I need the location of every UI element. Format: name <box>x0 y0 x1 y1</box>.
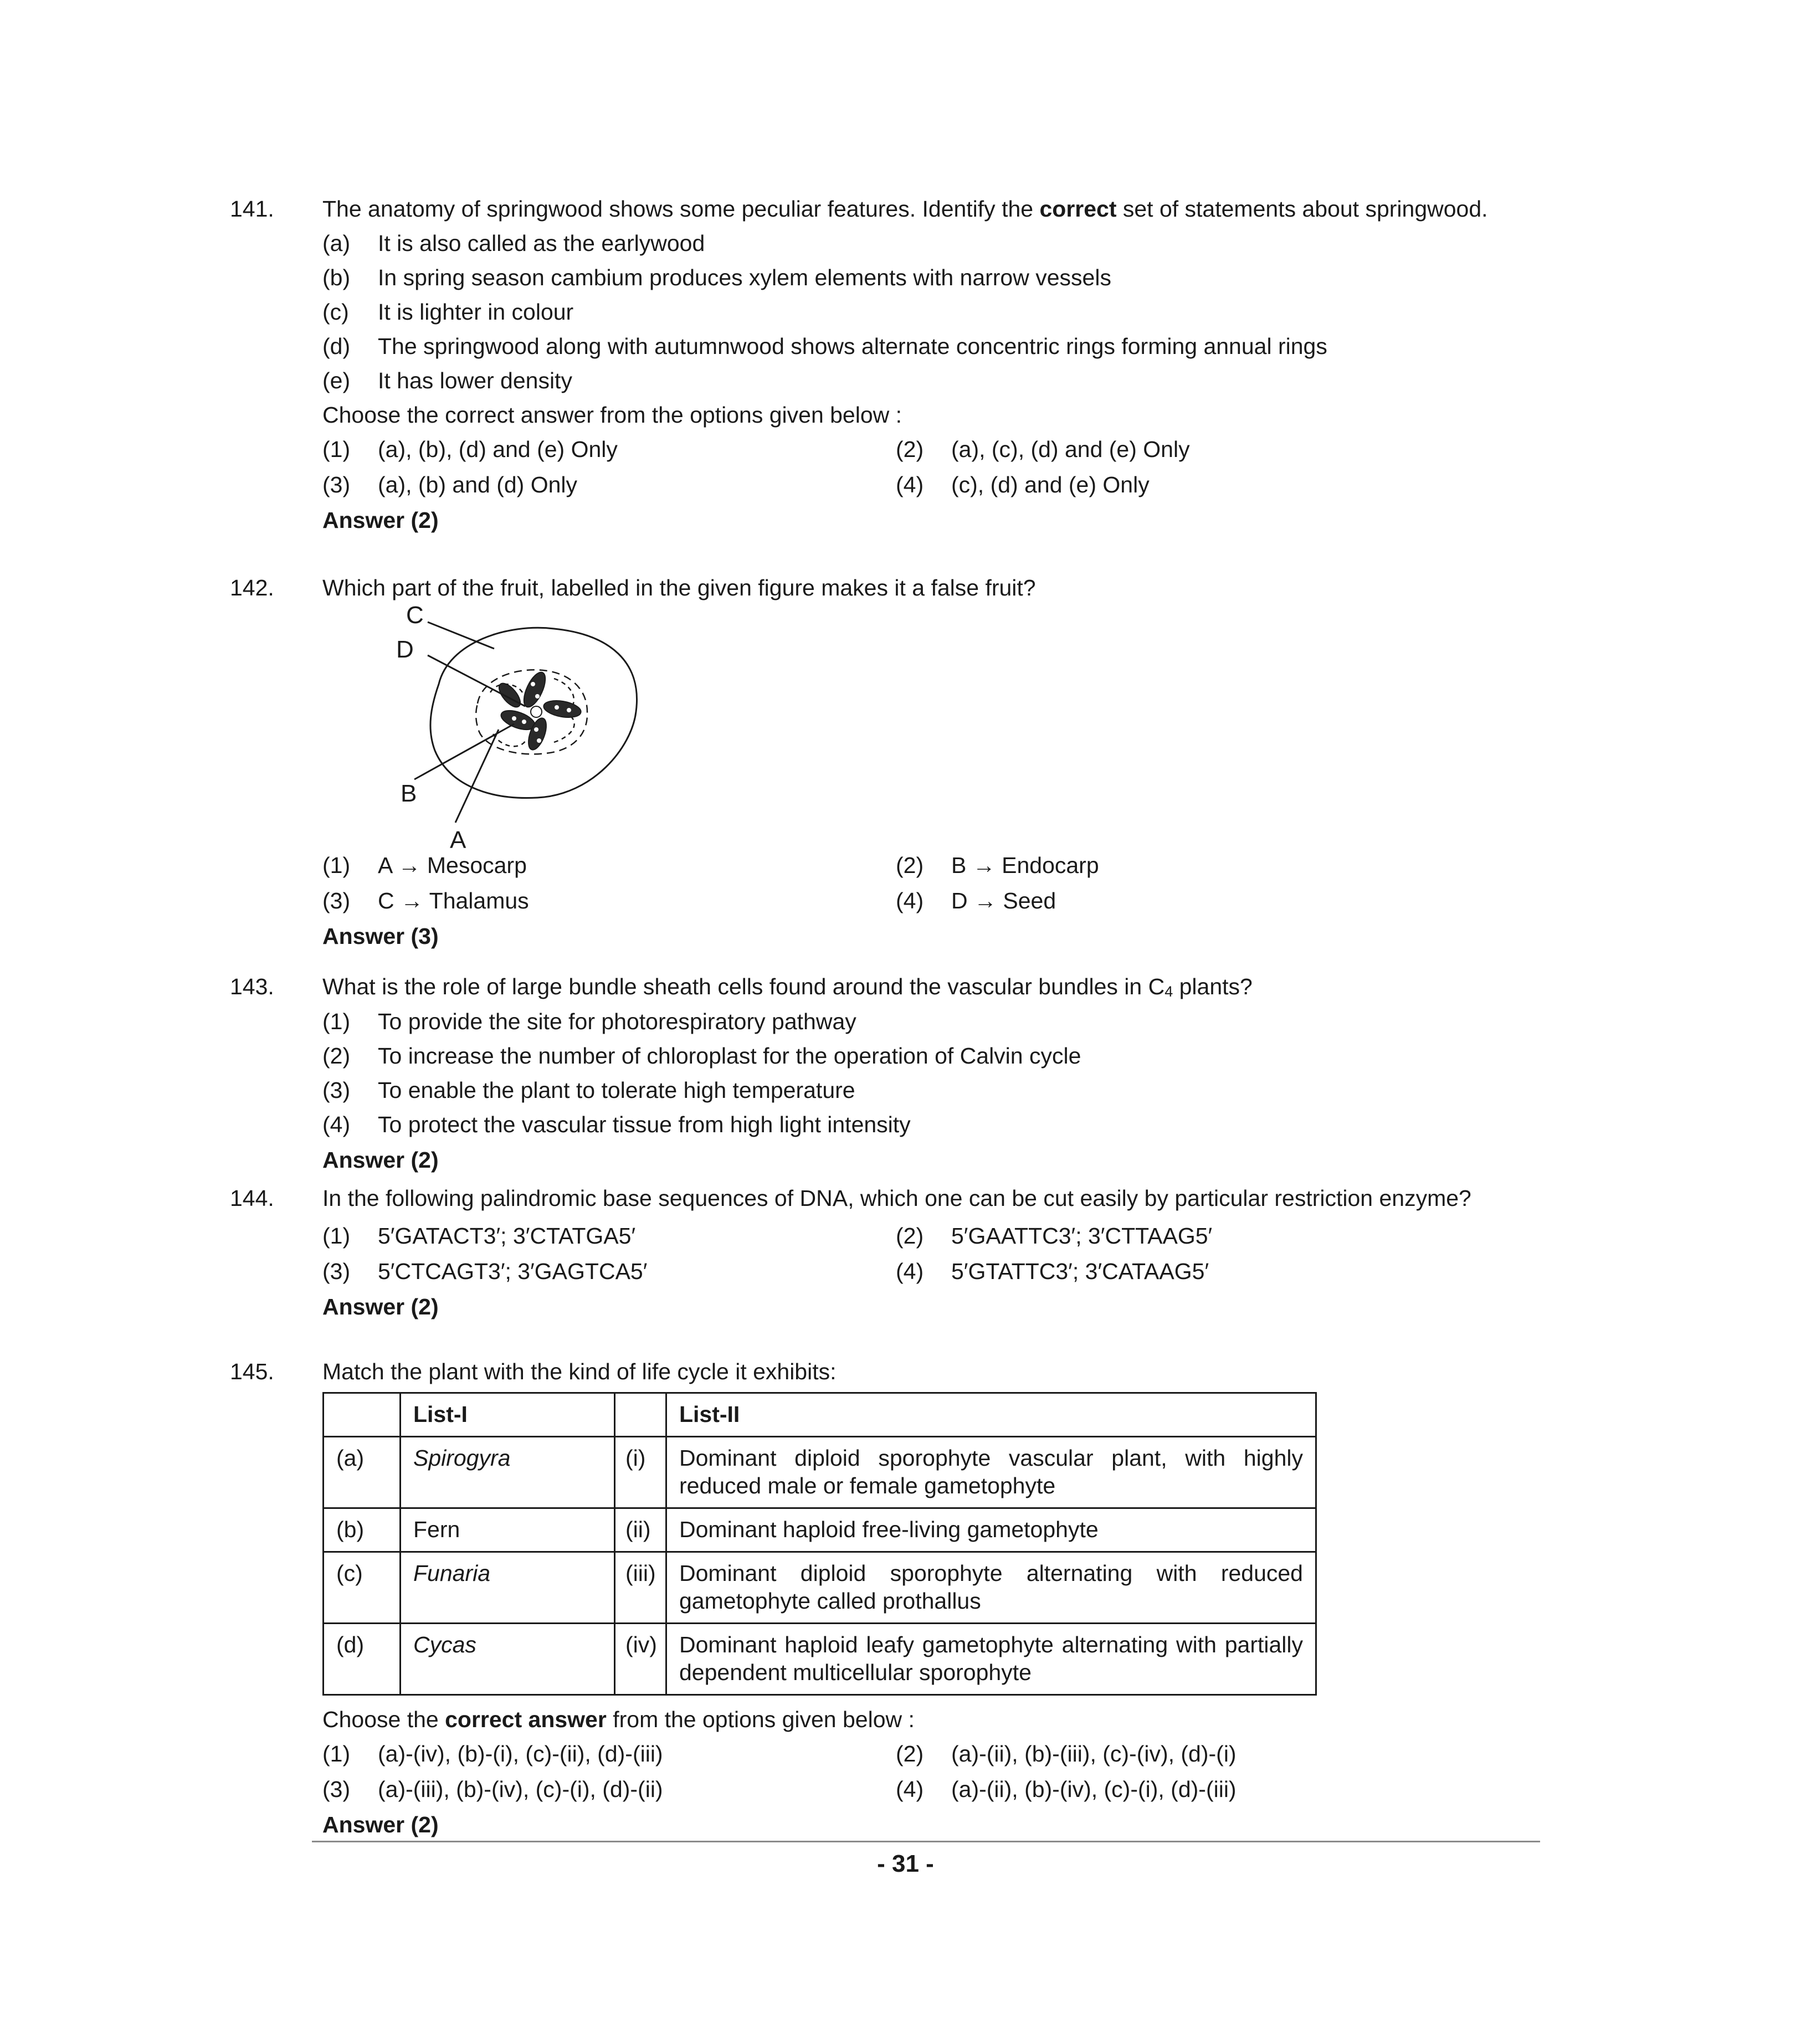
option-1: (1) A → Mesocarp <box>322 852 527 878</box>
question-141 <box>230 195 1536 534</box>
options-grid <box>322 1740 1536 1803</box>
option-3: (3) 5′CTCAGT3′; 3′GAGTCA5′ <box>322 1259 648 1285</box>
option-3: (3) (a), (b) and (d) Only <box>322 472 577 498</box>
match-table <box>322 1392 1317 1696</box>
question-144 <box>230 1184 1536 1321</box>
option-4: (4) (c), (d) and (e) Only <box>896 472 1150 498</box>
option-3: (3) (a)-(iii), (b)-(iv), (c)-(i), (d)-(ii) <box>322 1776 663 1802</box>
question-stem: What is the role of large bundle sheath cells found around the vascular bundles in C4 plants? <box>322 974 1253 1000</box>
option-4: (4) D → Seed <box>896 888 1056 914</box>
statement-b: (b) In spring season cambium produces xylem elements with narrow vessels <box>322 265 1111 291</box>
answer: Answer (2) <box>322 1147 439 1173</box>
fruit-cross-section-figure <box>388 601 698 864</box>
statement-c: (c) It is lighter in colour <box>322 299 574 325</box>
question-number: 144. <box>230 1185 274 1211</box>
options-grid <box>322 851 1536 915</box>
statement-e: (e) It has lower density <box>322 368 572 394</box>
question-143 <box>230 973 1536 1174</box>
answer: Answer (2) <box>322 1294 439 1320</box>
question-number: 141. <box>230 196 274 222</box>
option-1: (1) (a)-(iv), (b)-(i), (c)-(ii), (d)-(iii) <box>322 1741 663 1767</box>
question-number: 143. <box>230 974 274 999</box>
list-2-header: List-II <box>666 1393 1316 1437</box>
options-lead: Choose the correct answer from the options given below : <box>322 1707 915 1733</box>
question-number: 142. <box>230 575 274 600</box>
question-145 <box>230 1358 1536 1838</box>
table-header-row <box>324 1393 1316 1437</box>
table-row: (d) Cycas (iv) Dominant haploid leafy gametophyte alternating with partially dependent multicellular sporophyte <box>324 1624 1316 1695</box>
question-stem: Match the plant with the kind of life cycle it exhibits: <box>322 1359 837 1384</box>
answer: Answer (2) <box>322 507 439 533</box>
options-lead: Choose the correct answer from the options given below : <box>322 402 902 428</box>
question-stem: Which part of the fruit, labelled in the given figure makes it a false fruit? <box>322 575 1036 600</box>
question-142-options <box>322 851 1536 950</box>
option-3: (3) C → Thalamus <box>322 888 529 914</box>
option-2: (2) (a), (c), (d) and (e) Only <box>896 436 1190 463</box>
answer: Answer (2) <box>322 1812 439 1838</box>
statement-a: (a) It is also called as the earlywood <box>322 230 705 256</box>
list-1-header: List-I <box>401 1393 615 1437</box>
footer-rule <box>312 1841 1540 1842</box>
option-4: (4) 5′GTATTC3′; 3′CATAAG5′ <box>896 1259 1209 1285</box>
table-row: (c) Funaria (iii) Dominant diploid sporophyte alternating with reduced gametophyte called prothallus <box>324 1552 1316 1624</box>
option-2: (2) B → Endocarp <box>896 852 1099 878</box>
page-number: - 31 - <box>877 1850 934 1877</box>
option-2: (2) (a)-(ii), (b)-(iii), (c)-(iv), (d)-(i) <box>896 1741 1237 1767</box>
option-2: (2) To increase the number of chloroplast for the operation of Calvin cycle <box>322 1042 1081 1069</box>
option-4: (4) To protect the vascular tissue from high light intensity <box>322 1111 911 1137</box>
table-row: (a) Spirogyra (i) Dominant diploid sporophyte vascular plant, with highly reduced male or female gametophyte <box>324 1437 1316 1508</box>
answer: Answer (3) <box>322 923 439 949</box>
option-1: (1) 5′GATACT3′; 3′CTATGA5′ <box>322 1223 636 1249</box>
label-d: D <box>396 636 414 663</box>
question-stem: In the following palindromic base sequences of DNA, which one can be cut easily by particular restriction enzyme? <box>322 1185 1471 1211</box>
question-number: 145. <box>230 1359 274 1384</box>
options-grid <box>322 1222 1536 1285</box>
option-2: (2) 5′GAATTC3′; 3′CTTAAG5′ <box>896 1223 1213 1249</box>
table-row: (b) Fern (ii) Dominant haploid free-living gametophyte <box>324 1508 1316 1552</box>
question-stem: The anatomy of springwood shows some peculiar features. Identify the correct set of statements about springwood. <box>322 196 1488 222</box>
label-a: A <box>450 826 466 854</box>
question-142 <box>230 574 1536 602</box>
options-grid <box>322 435 1536 499</box>
option-3: (3) To enable the plant to tolerate high temperature <box>322 1077 855 1103</box>
option-1: (1) To provide the site for photorespiratory pathway <box>322 1008 856 1034</box>
label-b: B <box>401 780 417 807</box>
statement-d: (d) The springwood along with autumnwood shows alternate concentric rings forming annual rings <box>322 333 1327 360</box>
option-1: (1) (a), (b), (d) and (e) Only <box>322 436 618 463</box>
option-4: (4) (a)-(ii), (b)-(iv), (c)-(i), (d)-(iii) <box>896 1776 1237 1802</box>
label-c: C <box>406 602 424 629</box>
